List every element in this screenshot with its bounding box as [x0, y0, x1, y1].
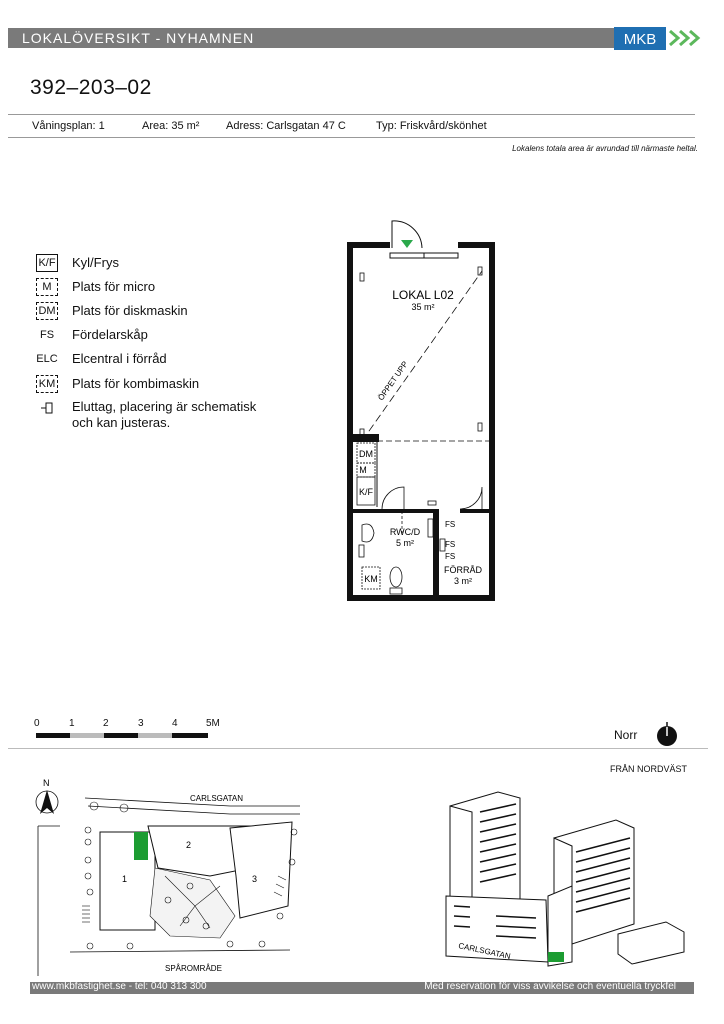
- legend-label: Fördelarskåp: [72, 327, 148, 342]
- legend-label: Plats för diskmaskin: [72, 303, 188, 318]
- legend-item-m: [36, 278, 155, 296]
- m-symbol: M: [36, 278, 58, 296]
- svg-text:2: 2: [186, 840, 192, 850]
- info-address: Adress: Carlsgatan 47 C: [226, 120, 346, 132]
- outlet-line1: Eluttag, placering är schematisk: [72, 399, 257, 414]
- svg-text:KM: KM: [364, 574, 378, 584]
- km-symbol: KM: [36, 375, 58, 393]
- info-floor: Våningsplan: 1: [32, 120, 105, 132]
- legend-label: Plats för kombimaskin: [72, 376, 200, 391]
- room-area: 35 m²: [411, 302, 435, 312]
- divider-info: [8, 137, 695, 138]
- footer-disclaimer: Med reservation för viss avvikelse och eventuella tryckfel: [424, 981, 676, 992]
- svg-text:N: N: [43, 778, 50, 788]
- scale-label-4: 4: [172, 718, 178, 729]
- info-area: Area: 35 m²: [142, 120, 200, 132]
- svg-text:1: 1: [122, 874, 128, 884]
- site-plan: [30, 776, 320, 976]
- legend-label: Elcentral i förråd: [72, 351, 167, 366]
- legend-item-dm: [36, 302, 188, 320]
- room-name: LOKAL L02: [392, 288, 454, 302]
- street-bottom-label: SPÅROMRÅDE: [165, 964, 222, 973]
- scale-label-2: 2: [103, 718, 109, 729]
- legend-item-fs: [36, 326, 148, 344]
- area-note: Lokalens totala area är avrundad till närmaste heltal.: [512, 144, 698, 153]
- legend-item-kf: [36, 254, 119, 272]
- svg-text:K/F: K/F: [358, 487, 374, 497]
- elc-symbol: ELC: [36, 353, 58, 365]
- svg-text:DM: DM: [359, 449, 373, 459]
- footer-bar: [30, 982, 694, 994]
- unit-id: 392–203–02: [30, 76, 152, 99]
- north-arrow-icon: [36, 790, 58, 814]
- floor-plan: [330, 215, 510, 605]
- page-title: LOKALÖVERSIKT - NYHAMNEN: [22, 30, 255, 46]
- view-street-label: CARLSGATAN: [457, 941, 512, 961]
- legend-label: Kyl/Frys: [72, 255, 119, 270]
- mkb-logo: [614, 27, 704, 50]
- rwc-name: RWC/D: [389, 527, 421, 537]
- outlet-line2: och kan justeras.: [72, 415, 171, 430]
- svg-text:3: 3: [252, 874, 258, 884]
- scale-label-1: 1: [69, 718, 75, 729]
- svg-text:FS: FS: [445, 552, 456, 561]
- north-label: Norr: [614, 728, 638, 742]
- street-top-label: CARLSGATAN: [190, 794, 244, 803]
- outlet-icon: [36, 399, 58, 417]
- legend-item-outlet: [36, 399, 256, 431]
- building-3d-view: [436, 776, 696, 976]
- svg-text:FS: FS: [445, 540, 456, 549]
- kf-symbol: K/F: [36, 254, 58, 272]
- divider-top: [8, 114, 695, 115]
- svg-text:MKB: MKB: [623, 31, 657, 48]
- info-type: Typ: Friskvård/skönhet: [376, 120, 487, 132]
- compass-icon: [654, 722, 680, 748]
- legend-item-km: [36, 375, 199, 393]
- legend-label: Plats för micro: [72, 279, 156, 294]
- scale-bar: [36, 732, 212, 740]
- rwc-area: 5 m²: [396, 538, 414, 548]
- scale-label-3: 3: [138, 718, 144, 729]
- scale-label-0: 0: [34, 718, 40, 729]
- forrad-name: FÖRRÅD: [444, 565, 482, 575]
- header-bar: [8, 28, 614, 48]
- svg-text:FS: FS: [445, 520, 456, 529]
- dm-symbol: DM: [36, 302, 58, 320]
- svg-text:M: M: [359, 465, 367, 475]
- forrad-area: 3 m²: [454, 576, 472, 586]
- fs-symbol: FS: [39, 329, 55, 341]
- legend-item-elc: [36, 350, 167, 368]
- scale-label-5: 5M: [206, 718, 220, 729]
- view-caption: FRÅN NORDVÄST: [610, 764, 688, 774]
- footer-contact[interactable]: www.mkbfastighet.se - tel: 040 313 300: [32, 981, 207, 992]
- divider-bottom: [8, 748, 708, 749]
- open-ceiling-label: ÖPPET UPP: [376, 359, 410, 403]
